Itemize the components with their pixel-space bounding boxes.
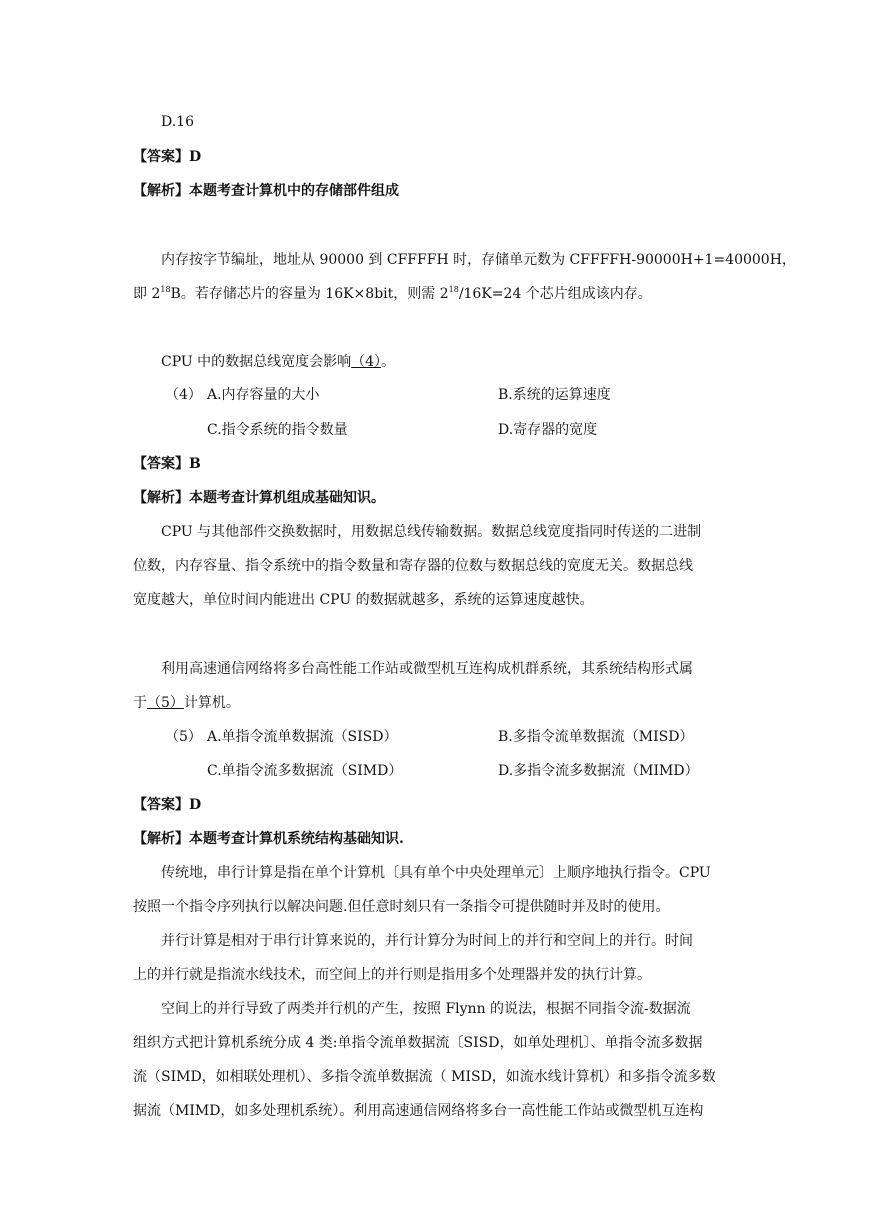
q4-option-a: A.内存容量的大小	[207, 387, 320, 403]
q5-analysis-line: 按照一个指令序列执行以解决问题.但任意时刻只有一条指令可提供随时并及时的使用。	[133, 899, 670, 915]
q5-analysis-line: 空间上的并行导致了两类并行机的产生，按照 Flynn 的说法，根据不同指令流-数据流	[161, 1001, 691, 1017]
q4-option-c: C.指令系统的指令数量	[207, 422, 348, 438]
q5-answer: 【答案】D	[133, 797, 202, 813]
q5-analysis-line: 流（SIMD，如相联处理机）、多指令流单数据流（ MISD，如流水线计算机）和多指令流多数	[133, 1069, 716, 1085]
text-run: 即 2	[133, 286, 161, 302]
text-run: 于	[133, 695, 147, 711]
text-run: B。若存储芯片的容量为 16K×8bit，则需 2	[170, 286, 449, 302]
q3-option-d: D.16	[161, 114, 194, 130]
q5-analysis-line: 组织方式把计算机系统分成 4 类:单指令流单数据流〔SISD，如单处理机〕、单指令流多数据	[133, 1035, 703, 1051]
q5-option-b: B.多指令流单数据流（MISD）	[498, 729, 694, 745]
text-run: 。	[381, 354, 396, 370]
q5-analysis-line: 据流（MIMD，如多处理机系统）。利用高速通信网络将多台一高性能工作站或微型机互连构	[133, 1103, 704, 1119]
q4-analysis-line: CPU 与其他部件交换数据时，用数据总线传输数据。数据总线宽度指同时传送的二进制	[161, 524, 702, 540]
q5-stem-line: 利用高速通信网络将多台高性能工作站或微型机互连构成机群系统，其系统结构形式属	[161, 661, 693, 677]
text-run: CPU 中的数据总线宽度会影响	[161, 354, 352, 370]
q5-analysis-line: 上的并行就是指流水线技术，而空间上的并行则是指用多个处理器并发的执行计算。	[133, 967, 651, 983]
q4-option-d: D.寄存器的宽度	[498, 422, 598, 438]
q4-analysis-title: 【解析】本题考查计算机组成基础知识。	[133, 490, 385, 506]
q5-analysis-title: 【解析】本题考查计算机系统结构基础知识.	[133, 831, 404, 847]
text-run: /16K=24 个芯片组成该内存。	[458, 286, 652, 302]
answer-blank: （5）	[147, 695, 184, 711]
q4-number: （4）	[165, 387, 202, 403]
q5-analysis-line: 并行计算是相对于串行计算来说的，并行计算分为时间上的并行和空间上的并行。时间	[161, 933, 693, 949]
answer-blank: （4）	[351, 354, 382, 370]
q3-analysis-line	[133, 284, 652, 304]
q4-answer: 【答案】B	[133, 456, 201, 472]
q5-option-d: D.多指令流多数据流（MIMD）	[498, 763, 699, 779]
q5-stem-line	[133, 693, 240, 713]
q4-option-b: B.系统的运算速度	[498, 387, 611, 403]
superscript: 18	[448, 285, 459, 294]
q4-analysis-line: 位数，内存容量、指令系统中的指令数量和寄存器的位数与数据总线的宽度无关。数据总线	[133, 558, 693, 574]
q3-answer: 【答案】D	[133, 149, 202, 165]
q5-option-a: A.单指令流单数据流（SISD）	[207, 729, 398, 745]
q4-analysis-line: 宽度越大，单位时间内能进出 CPU 的数据就越多，系统的运算速度越快。	[133, 592, 594, 608]
q4-stem	[161, 352, 395, 372]
superscript: 18	[160, 285, 171, 294]
q3-analysis-line: 内存按字节编址，地址从 90000 到 CFFFFH 时，存储单元数为 CFFFFH-90000H+1=40000H，	[161, 252, 796, 268]
q5-option-c: C.单指令流多数据流（SIMD）	[207, 763, 403, 779]
q5-number: （5）	[165, 729, 202, 745]
q3-analysis-title: 【解析】本题考查计算机中的存储部件组成	[133, 183, 399, 199]
text-run: 计算机。	[183, 695, 240, 711]
q5-analysis-line: 传统地，串行计算是指在单个计算机〔具有单个中央处理单元〕上顺序地执行指令。CPU	[161, 865, 711, 881]
